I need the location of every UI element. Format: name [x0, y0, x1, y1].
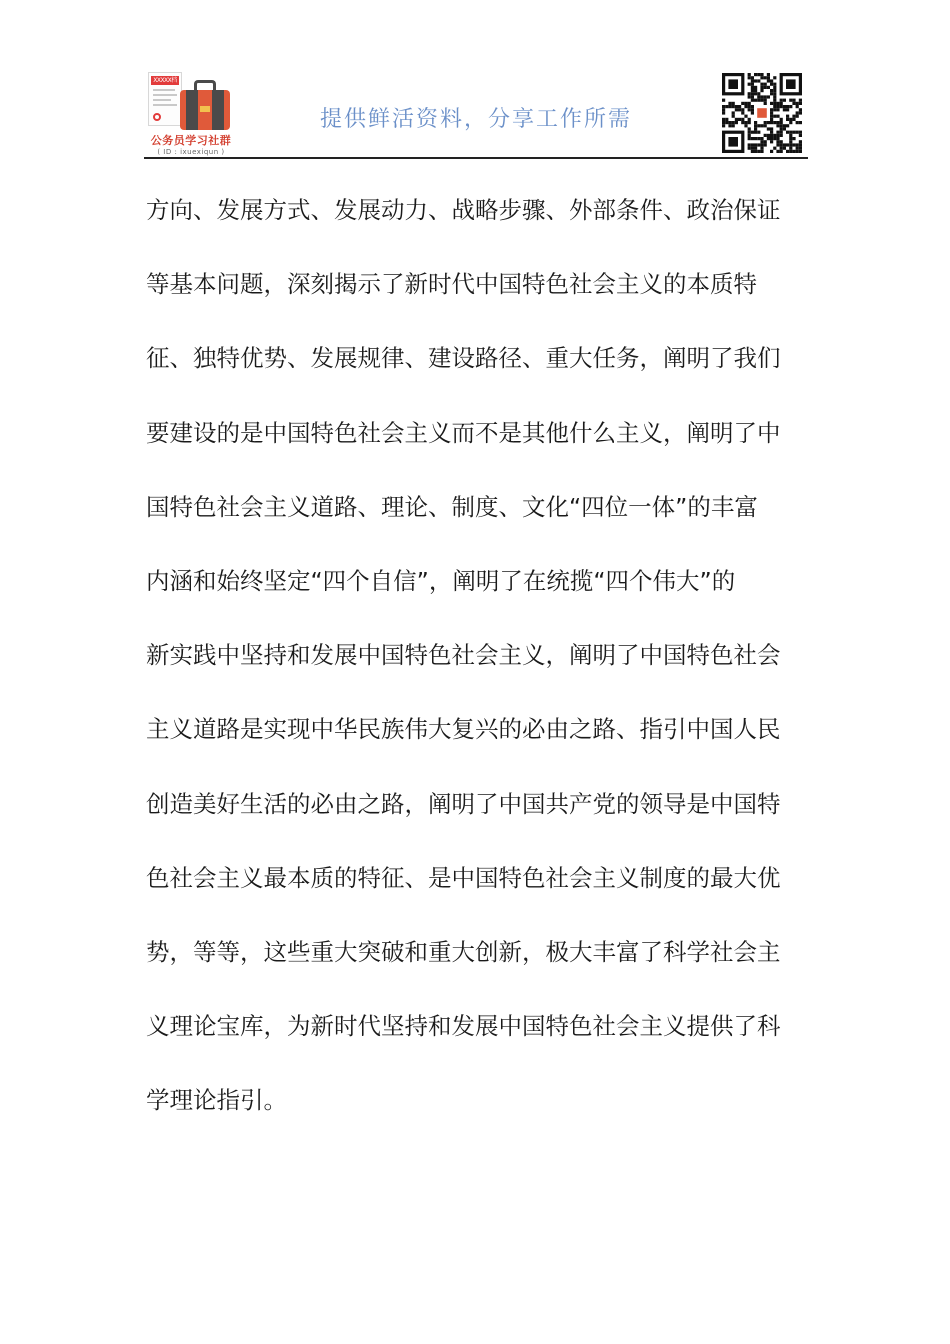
text-line: 等基本问题，深刻揭示了新时代中国特色社会主义的本质特	[146, 270, 757, 299]
qr-code-icon	[722, 73, 802, 153]
text-line: 国特色社会主义道路、理论、制度、文化“四位一体”的丰富	[146, 492, 758, 521]
text-line: 义理论宝库，为新时代坚持和发展中国特色社会主义提供了科	[146, 1012, 781, 1041]
text-line: 内涵和始终坚定“四个自信”，阐明了在统揽“四个伟大”的	[146, 566, 736, 595]
text-line: 主义道路是实现中华民族伟大复兴的必由之路、指引中国人民	[146, 715, 781, 744]
logo-name: 公务员学习社群	[150, 134, 232, 147]
text-line: 色社会主义最本质的特征、是中国特色社会主义制度的最大优	[146, 863, 781, 892]
seal-icon	[153, 113, 161, 121]
document-line	[153, 89, 175, 91]
logo-stamp: XXXXX档	[151, 76, 179, 85]
document-line	[153, 94, 177, 96]
logo	[144, 72, 238, 160]
page-header	[0, 0, 950, 162]
header-divider	[144, 157, 808, 159]
logo-id: ( ID : ixuexiqun )	[157, 148, 225, 156]
text-line: 征、独特优势、发展规律、建设路径、重大任务，阐明了我们	[146, 344, 781, 373]
text-line: 方向、发展方式、发展动力、战略步骤、外部条件、政治保证	[146, 196, 781, 224]
briefcase-strap	[212, 90, 224, 130]
briefcase-strap	[186, 90, 198, 130]
text-line: 创造美好生活的必由之路，阐明了中国共产党的领导是中国特	[146, 789, 781, 818]
header-slogan: 提供鲜活资料，分享工作所需	[320, 107, 633, 132]
text-line: 学理论指引。	[146, 1086, 287, 1115]
document-line	[153, 99, 171, 101]
document-icon	[148, 72, 182, 126]
document-line	[153, 104, 177, 106]
text-line: 要建设的是中国特色社会主义而不是其他什么主义，阐明了中	[146, 418, 781, 447]
briefcase-clasp	[200, 106, 210, 112]
document-body	[146, 188, 796, 1152]
text-line: 势，等等，这些重大突破和重大创新，极大丰富了科学社会主	[146, 937, 781, 966]
text-line: 新实践中坚持和发展中国特色社会主义，阐明了中国特色社会	[146, 641, 781, 670]
